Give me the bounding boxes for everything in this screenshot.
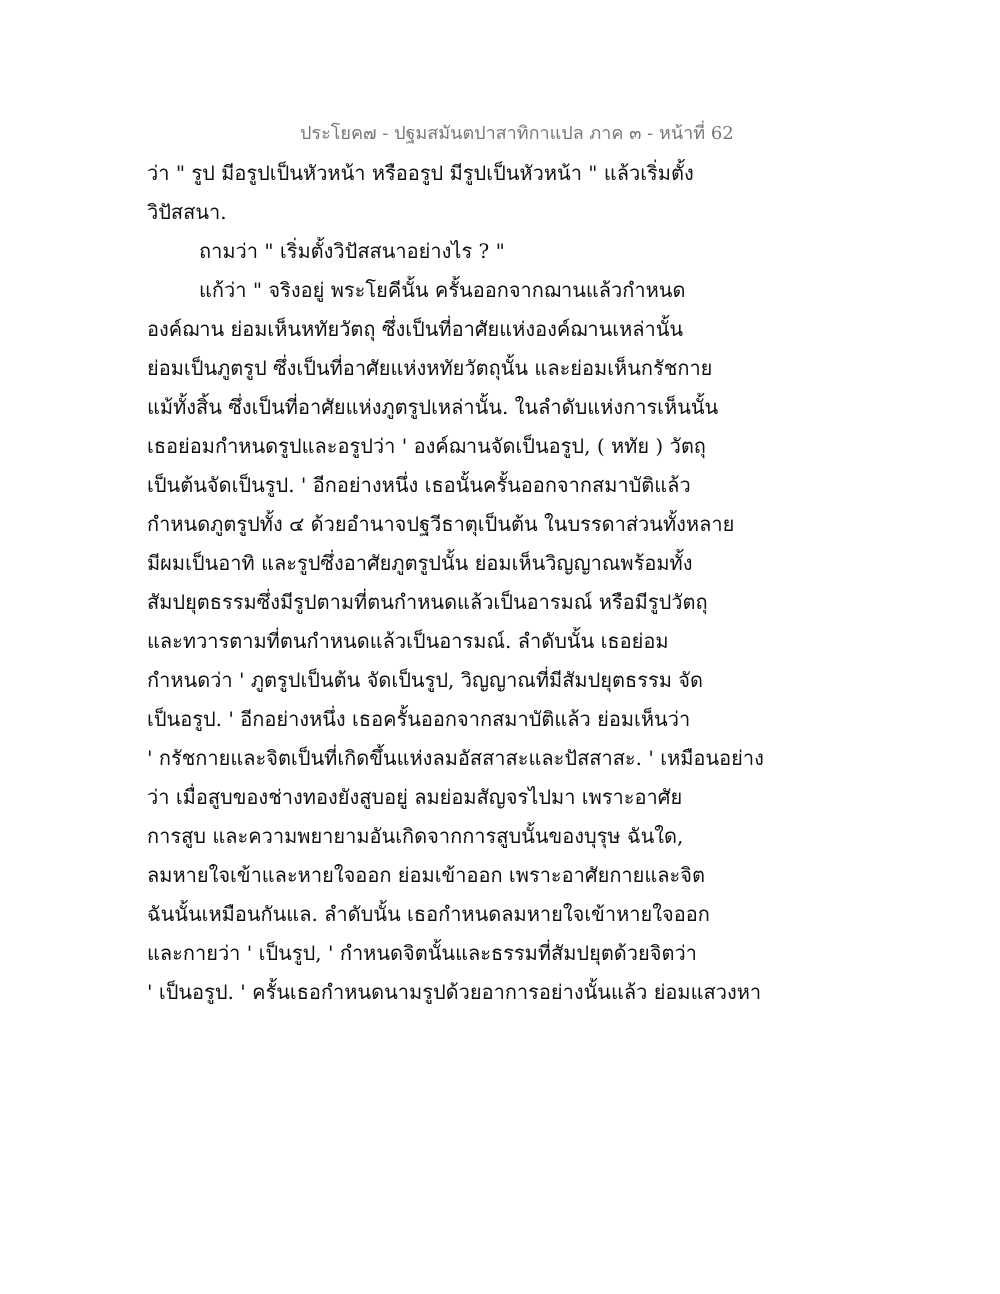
text-line: และทวารตามที่ตนกำหนดแล้วเป็นอารมณ์. ลำดับนั้น เธอย่อม [147,629,669,653]
text-line: ว่า เมื่อสูบของช่างทองยังสูบอยู่ ลมย่อมสัญจรไปมา เพราะอาศัย [147,785,683,809]
text-line: แก้ว่า " จริงอยู่ พระโยคีนั้น ครั้นออกจากฌานแล้วกำหนด [199,278,686,302]
text-line: เป็นอรูป. ' อีกอย่างหนึ่ง เธอครั้นออกจากสมาบัติแล้ว ย่อมเห็นว่า [147,707,691,731]
text-line: แม้ทั้งสิ้น ซึ่งเป็นที่อาศัยแห่งภูตรูปเหล่านั้น. ในลำดับแห่งการเห็นนั้น [147,395,719,419]
text-line: และกายว่า ' เป็นรูป, ' กำหนดจิตนั้นและธรรมที่สัมปยุตด้วยจิตว่า [147,941,697,965]
running-header: ประโยค๗ - ปฐมสมันตปาสาทิกาแปล ภาค ๓ - หน้าที่ 62 [300,123,734,144]
text-line: เป็นต้นจัดเป็นรูป. ' อีกอย่างหนึ่ง เธอนั้นครั้นออกจากสมาบัติแล้ว [147,473,691,497]
text-line: ฉันนั้นเหมือนกันแล. ลำดับนั้น เธอกำหนดลมหายใจเข้าหายใจออก [147,902,710,926]
text-line: มีผมเป็นอาทิ และรูปซึ่งอาศัยภูตรูปนั้น ย่อมเห็นวิญญาณพร้อมทั้ง [147,551,693,575]
text-line: ถามว่า " เริ่มตั้งวิปัสสนาอย่างไร ? " [199,239,505,263]
text-line: สัมปยุตธรรมซึ่งมีรูปตามที่ตนกำหนดแล้วเป็นอารมณ์ หรือมีรูปวัตถุ [147,590,708,614]
text-line: ' กรัชกายและจิตเป็นที่เกิดขึ้นแห่งลมอัสสาสะและปัสสาสะ. ' เหมือนอย่าง [147,746,764,770]
text-line: ลมหายใจเข้าและหายใจออก ย่อมเข้าออก เพราะอาศัยกายและจิต [147,863,705,887]
text-line: องค์ฌาน ย่อมเห็นหทัยวัตถุ ซึ่งเป็นที่อาศัยแห่งองค์ฌานเหล่านั้น [147,317,684,341]
text-line: ว่า " รูป มีอรูปเป็นหัวหน้า หรืออรูป มีรูปเป็นหัวหน้า " แล้วเริ่มตั้ง [147,161,694,185]
text-line: เธอย่อมกำหนดรูปและอรูปว่า ' องค์ฌานจัดเป็นอรูป, ( หทัย ) วัตถุ [147,434,706,458]
text-line: ย่อมเป็นภูตรูป ซึ่งเป็นที่อาศัยแห่งหทัยวัตถุนั้น และย่อมเห็นกรัชกาย [147,356,713,380]
text-line: กำหนดว่า ' ภูตรูปเป็นต้น จัดเป็นรูป, วิญญาณที่มีสัมปยุตธรรม จัด [147,668,703,692]
text-line: ' เป็นอรูป. ' ครั้นเธอกำหนดนามรูปด้วยอาการอย่างนั้นแล้ว ย่อมแสวงหา [147,980,762,1004]
text-line: การสูบ และความพยายามอันเกิดจากการสูบนั้นของบุรุษ ฉันใด, [147,824,684,848]
text-line: วิปัสสนา. [147,200,227,224]
body-text [147,154,867,1012]
text-line: กำหนดภูตรูปทั้ง ๔ ด้วยอำนาจปฐวีธาตุเป็นต้น ในบรรดาส่วนทั้งหลาย [147,512,735,536]
